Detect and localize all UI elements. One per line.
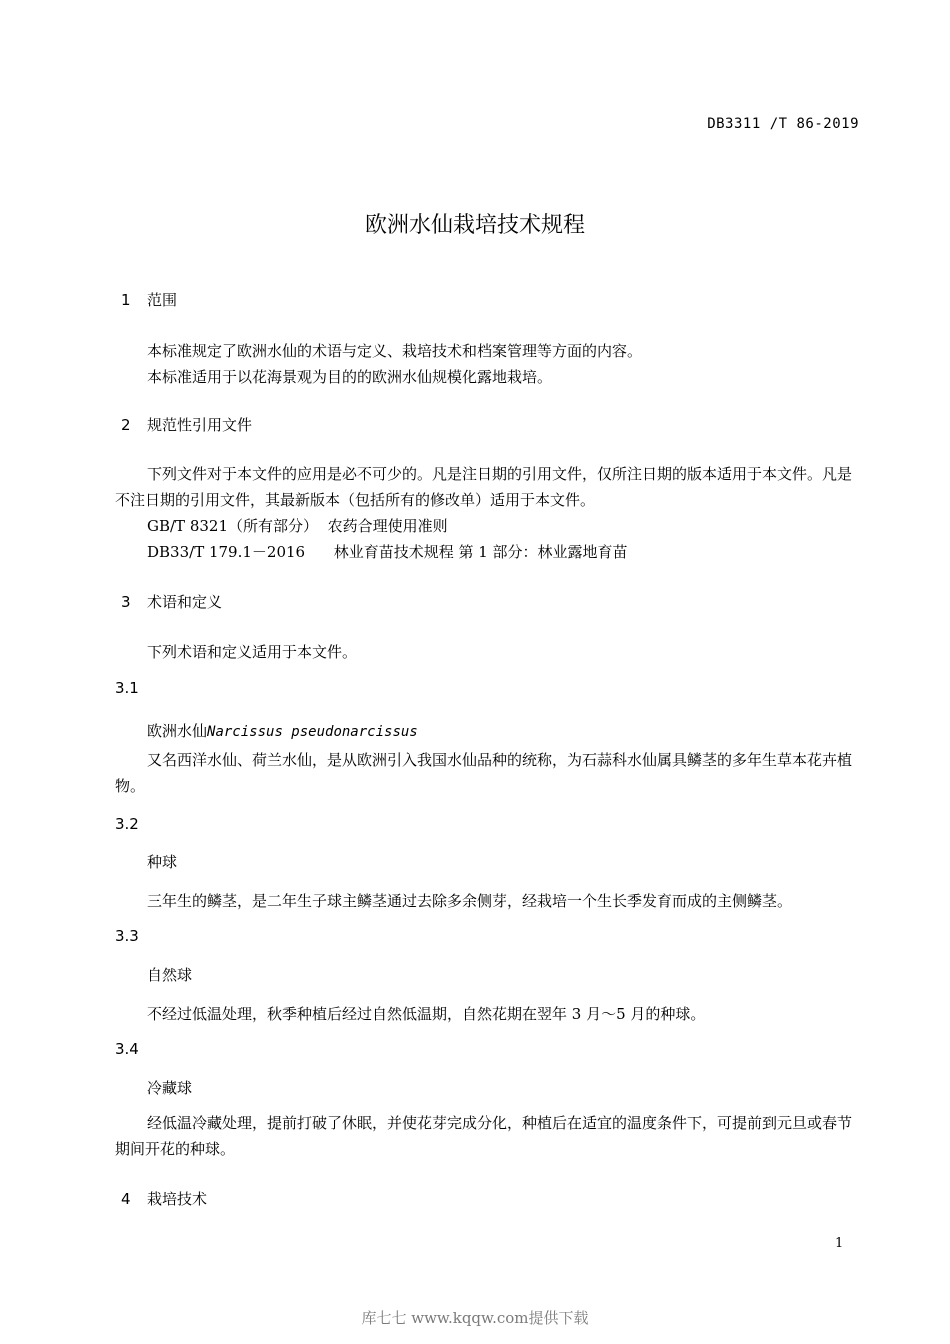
section-title: 范围 xyxy=(147,291,178,309)
reference-2 xyxy=(147,541,628,562)
section-1-heading xyxy=(121,289,177,310)
reference-1 xyxy=(147,515,448,536)
section-3-heading xyxy=(121,591,222,612)
definition-text: 又名西洋水仙、荷兰水仙，是从欧洲引入我国水仙品种的统称，为石蒜科水仙属具鳞茎的多年生草本花卉植物。 xyxy=(115,751,853,795)
document-title: 欧洲水仙栽培技术规程 xyxy=(364,213,585,238)
section-title: 栽培技术 xyxy=(147,1190,208,1208)
term-name: 种球 xyxy=(147,853,178,871)
section-2-heading xyxy=(121,414,252,435)
section-number: 1 xyxy=(121,291,131,309)
paragraph: 本标准适用于以花海景观为目的的欧洲水仙规模化露地栽培。 xyxy=(147,368,553,386)
paragraph: 本标准规定了欧洲水仙的术语与定义、栽培技术和档案管理等方面的内容。 xyxy=(147,342,643,360)
watermark-text: 库七七 www.kqqw.com提供下载 xyxy=(361,1309,589,1327)
reference-title: 林业育苗技术规程 第 1 部分：林业露地育苗 xyxy=(333,543,628,561)
paragraph: 下列术语和定义适用于本文件。 xyxy=(147,643,358,661)
section-4-heading xyxy=(121,1188,207,1209)
term-number: 3.4 xyxy=(115,1040,139,1058)
term-number: 3.3 xyxy=(115,927,139,945)
reference-code: DB33/T 179.1－2016 xyxy=(147,543,306,561)
section-title: 术语和定义 xyxy=(147,593,223,611)
term-number: 3.2 xyxy=(115,815,139,833)
section-number: 4 xyxy=(121,1190,131,1208)
document-code: DB3311 /T 86-2019 xyxy=(707,116,859,132)
section-title: 规范性引用文件 xyxy=(147,416,253,434)
term-name: 自然球 xyxy=(147,966,193,984)
term-definition: 三年生的鳞茎，是二年生子球主鳞茎通过去除多余侧芽，经栽培一个生长季发育而成的主侧鳞茎。 xyxy=(147,892,793,910)
term-name: 冷藏球 xyxy=(147,1079,193,1097)
term-number: 3.1 xyxy=(115,679,139,697)
paragraph xyxy=(115,461,860,513)
reference-code: GB/T 8321（所有部分） xyxy=(147,517,319,535)
term-chinese: 欧洲水仙 xyxy=(147,722,208,740)
definition-text: 经低温冷藏处理，提前打破了休眠，并使花芽完成分化，种植后在适宜的温度条件下，可提前到元旦或春节期间开花的种球。 xyxy=(115,1114,853,1158)
paragraph-text: 下列文件对于本文件的应用是必不可少的。凡是注日期的引用文件，仅所注日期的版本适用于本文件。凡是不注日期的引用文件，其最新版本（包括所有的修改单）适用于本文件。 xyxy=(115,465,853,509)
term-definition xyxy=(115,747,860,799)
term-latin: Narcissus pseudonarcissus xyxy=(207,724,418,740)
reference-title: 农药合理使用准则 xyxy=(327,517,448,535)
term-definition xyxy=(115,1110,860,1162)
page-number: 1 xyxy=(835,1236,844,1251)
section-number: 3 xyxy=(121,593,131,611)
section-number: 2 xyxy=(121,416,131,434)
term-name xyxy=(147,720,418,741)
term-definition: 不经过低温处理，秋季种植后经过自然低温期，自然花期在翌年 3 月～5 月的种球。 xyxy=(147,1005,706,1023)
